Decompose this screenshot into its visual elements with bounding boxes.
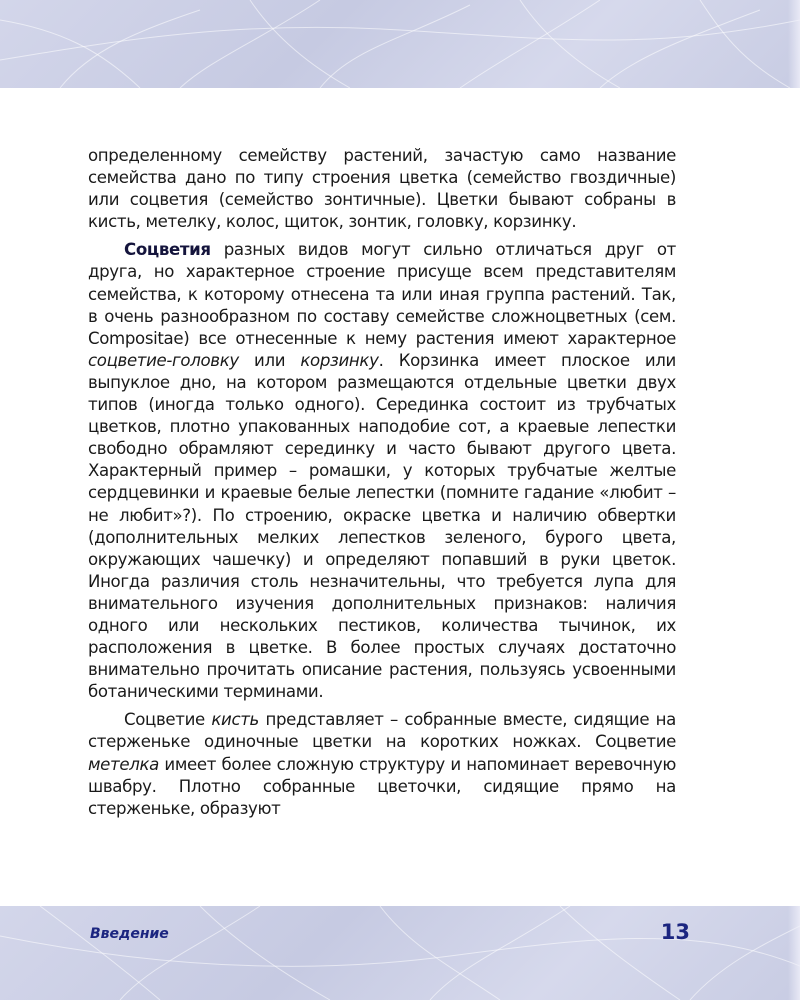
paragraph-2-text-c: . Корзинка имеет плоское или выпуклое дно, на котором размещаются отдельные цветки двух типов (иногда только одного). Серединка состоит из трубчатых цветков, плотно упакованных наподобие сот, а краевые лепестки свободно обрамляют серединку и часто бывают другого цвета. Характерный пример – ромашки, у которых трубчатые желтые сердцевинки и краевые белые лепестки (помните гадание «любит – не любит»?). По строению, окраске цветка и наличию обвертки (дополнительных мелких лепестков зеленого, бурого цвета, окружающих чашечку) и определяют попавший в руки цветок. Иногда различия столь незначительны, что требуется лупа для внимательного изучения дополнительных признаков: наличия одного или нескольких пестиков, количества тычинок, их расположения в цветке. В более простых случаях достаточно внимательно прочитать описание растения, пользуясь усвоенными ботаническими терминами.: [88, 350, 676, 702]
paragraph-1: [88, 145, 676, 233]
leaf-vein-pattern: [0, 0, 800, 88]
page-number: 13: [660, 920, 690, 944]
paragraph-2: [88, 239, 676, 703]
paragraph-3-text-a: Соцветие: [124, 710, 212, 730]
band-edge: [788, 0, 800, 88]
term-panicle: метелка: [88, 754, 159, 774]
section-label: Введение: [90, 926, 169, 942]
paragraph-1-text: определенному семейству растений, зачастую само название семейства дано по типу строения цветка (семейство гвоздичные) или соцветия (семейство зонтичные). Цветки бывают собраны в кисть, метелку, колос, щиток, зонтик, головку, корзинку.: [88, 146, 676, 232]
body-text: [88, 145, 676, 826]
paragraph-2-text-b: или: [238, 350, 301, 370]
term-inflorescence: Соцветия: [124, 240, 211, 260]
paragraph-3: [88, 709, 676, 819]
paragraph-3-text-c: имеет более сложную структуру и напоминает веревочную швабру. Плотно собранные цветочки, сидящие прямо на стерженьке, образуют: [88, 754, 676, 818]
band-edge-bottom: [788, 906, 800, 1000]
term-basket: корзинку: [300, 350, 379, 370]
term-head-inflorescence: соцветие-головку: [88, 350, 239, 370]
term-raceme: кисть: [211, 710, 259, 730]
paragraph-2-text-a: разных видов могут сильно отличаться друг от друга, но характерное строение присуще всем представителям семейства, к которому отнесена та или иная группа растений. Так, в очень разнообразном по составу семействе сложноцветных (сем. Compositae) все отнесенные к нему растения имеют характерное: [88, 240, 676, 348]
header-decor-band: [0, 0, 800, 88]
paragraph-3-text-b: представляет – собранные вместе, сидящие на стерженьке одиночные цветки на коротких ножках. Соцветие: [88, 710, 676, 752]
